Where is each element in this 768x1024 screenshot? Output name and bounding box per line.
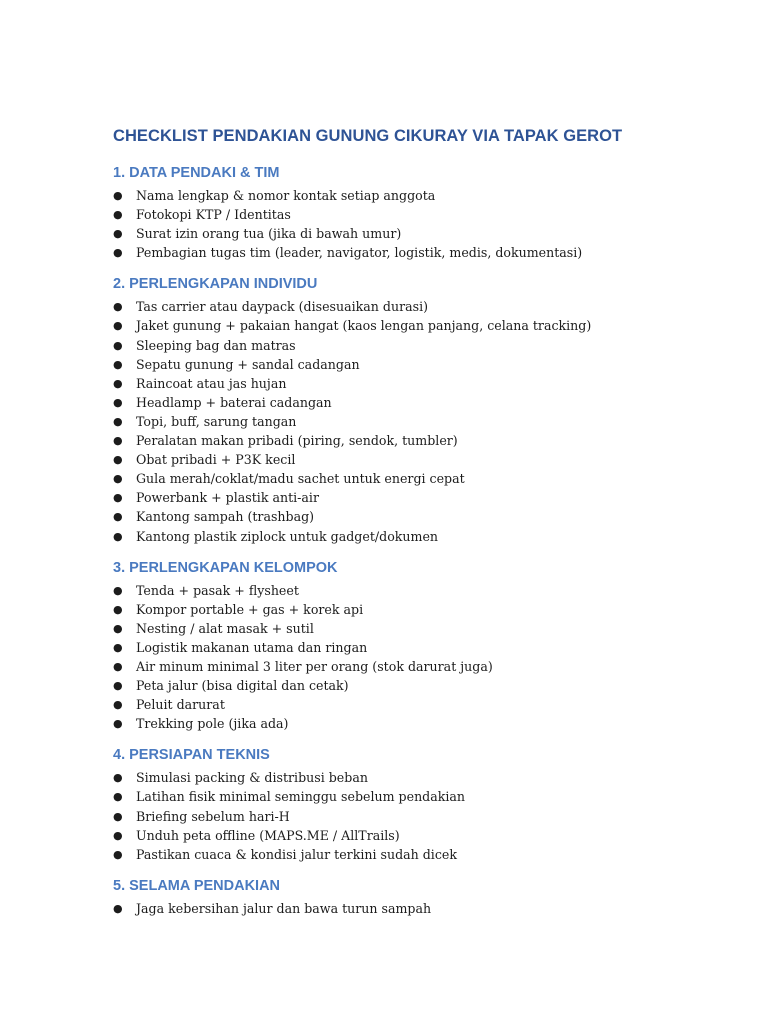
bullet-icon: ● [113, 847, 123, 861]
bullet-icon: ● [113, 472, 123, 486]
list-item-text: Sepatu gunung + sandal cadangan [136, 356, 360, 372]
list-item-text: Kompor portable + gas + korek api [136, 601, 364, 617]
list-item-text: Pastikan cuaca & kondisi jalur terkini sudah dicek [136, 846, 457, 862]
list-item-text: Pembagian tugas tim (leader, navigator, logistik, medis, dokumentasi) [136, 245, 583, 261]
section-heading: 2. PERLENGKAPAN INDIVIDU [113, 276, 318, 293]
list-item-text: Fotokopi KTP / Identitas [136, 207, 291, 223]
list-item [113, 507, 728, 526]
list-item [113, 469, 728, 488]
list-item-text: Nama lengkap & nomor kontak setiap anggota [136, 188, 436, 203]
list-item-text: Jaket gunung + pakaian hangat (kaos lengan panjang, celana tracking) [136, 318, 592, 334]
bullet-icon: ● [113, 717, 123, 731]
document-title: CHECKLIST PENDAKIAN GUNUNG CIKURAY VIA TAPAK GEROT [113, 127, 623, 145]
bullet-icon: ● [113, 414, 123, 428]
list-item [113, 581, 728, 600]
list-item [113, 845, 728, 864]
list-item-text: Peralatan makan pribadi (piring, sendok, tumbler) [136, 433, 458, 449]
list-item [113, 412, 728, 431]
list-item-text: Tas carrier atau daypack (disesuaikan durasi) [136, 299, 429, 315]
bullet-icon: ● [113, 790, 123, 804]
bullet-icon: ● [113, 621, 123, 635]
list-item [113, 450, 728, 469]
list-item-text: Gula merah/coklat/madu sachet untuk energi cepat [136, 471, 465, 487]
bullet-icon: ● [113, 319, 123, 333]
bullet-icon: ● [113, 357, 123, 371]
list-item-text: Simulasi packing & distribusi beban [136, 770, 368, 786]
list-item-text: Trekking pole (jika ada) [136, 716, 289, 732]
bullet-icon: ● [113, 189, 123, 202]
list-item-text: Peta jalur (bisa digital dan cetak) [136, 678, 349, 694]
section-data-pendaki [113, 163, 728, 262]
list-item [113, 600, 728, 619]
list-item-text: Nesting / alat masak + sutil [136, 620, 314, 636]
list-item [113, 899, 728, 918]
list-item-text: Jaga kebersihan jalur dan bawa turun sampah [136, 900, 432, 916]
list-item [113, 695, 728, 714]
list-item-text: Air minum minimal 3 liter per orang (stok darurat juga) [136, 658, 493, 674]
bullet-icon: ● [113, 491, 123, 505]
bullet-icon: ● [113, 338, 123, 352]
list-item [113, 393, 728, 412]
checklist [113, 581, 728, 734]
list-item-text: Surat izin orang tua (jika di bawah umur) [136, 226, 402, 242]
bullet-icon: ● [113, 395, 123, 409]
list-item [113, 714, 728, 733]
list-item-text: Raincoat atau jas hujan [136, 375, 287, 391]
section-heading: 3. PERLENGKAPAN KELOMPOK [113, 559, 338, 576]
section-heading: 1. DATA PENDAKI & TIM [113, 165, 280, 181]
bullet-icon: ● [113, 583, 123, 597]
list-item [113, 619, 728, 638]
list-item [113, 768, 728, 787]
list-item-text: Logistik makanan utama dan ringan [136, 639, 368, 655]
list-item-text: Tenda + pasak + flysheet [136, 582, 299, 598]
bullet-icon: ● [113, 698, 123, 712]
bullet-icon: ● [113, 809, 123, 823]
bullet-icon: ● [113, 828, 123, 842]
list-item [113, 297, 728, 316]
bullet-icon: ● [113, 679, 123, 693]
section-perlengkapan-individu [113, 274, 728, 545]
bullet-icon: ● [113, 602, 123, 616]
section-heading: 4. PERSIAPAN TEKNIS [113, 747, 270, 764]
checklist [113, 297, 728, 545]
bullet-icon: ● [113, 771, 123, 785]
list-item-text: Briefing sebelum hari-H [136, 808, 290, 824]
list-item-text: Obat pribadi + P3K kecil [136, 452, 296, 468]
bullet-icon: ● [113, 529, 123, 543]
list-item [113, 527, 728, 546]
checklist [113, 899, 728, 918]
list-item [113, 374, 728, 393]
list-item [113, 676, 728, 695]
section-selama-pendakian [113, 876, 728, 918]
bullet-icon: ● [113, 659, 123, 673]
bullet-icon: ● [113, 246, 123, 260]
list-item [113, 657, 728, 676]
bullet-icon: ● [113, 376, 123, 390]
bullet-icon: ● [113, 434, 123, 448]
list-item-text: Topi, buff, sarung tangan [136, 413, 297, 429]
bullet-icon: ● [113, 640, 123, 654]
list-item [113, 488, 728, 507]
section-perlengkapan-kelompok [113, 558, 728, 734]
bullet-icon: ● [113, 227, 123, 241]
list-item [113, 431, 728, 450]
bullet-icon: ● [113, 510, 123, 524]
list-item [113, 205, 728, 224]
list-item-text: Peluit darurat [136, 697, 225, 713]
list-item [113, 316, 728, 335]
list-item [113, 336, 728, 355]
list-item-text: Kantong plastik ziplock untuk gadget/dokumen [136, 528, 439, 544]
list-item [113, 787, 728, 806]
checklist [113, 186, 728, 262]
section-heading: 5. SELAMA PENDAKIAN [113, 877, 281, 894]
bullet-icon: ● [113, 901, 123, 915]
list-item-text: Powerbank + plastik anti-air [136, 490, 319, 506]
bullet-icon: ● [113, 453, 123, 467]
list-item-text: Sleeping bag dan matras [136, 337, 296, 353]
list-item-text: Latihan fisik minimal seminggu sebelum pendakian [136, 789, 466, 805]
section-persiapan-teknis [113, 745, 728, 863]
list-item [113, 355, 728, 374]
list-item [113, 638, 728, 657]
list-item-text: Kantong sampah (trashbag) [136, 509, 315, 525]
bullet-icon: ● [113, 300, 123, 314]
list-item [113, 224, 728, 243]
bullet-icon: ● [113, 208, 123, 222]
list-item [113, 243, 728, 262]
list-item [113, 807, 728, 826]
list-item [113, 186, 728, 205]
list-item-text: Unduh peta offline (MAPS.ME / AllTrails) [136, 827, 400, 843]
list-item [113, 826, 728, 845]
checklist [113, 768, 728, 863]
list-item-text: Headlamp + baterai cadangan [136, 394, 332, 410]
